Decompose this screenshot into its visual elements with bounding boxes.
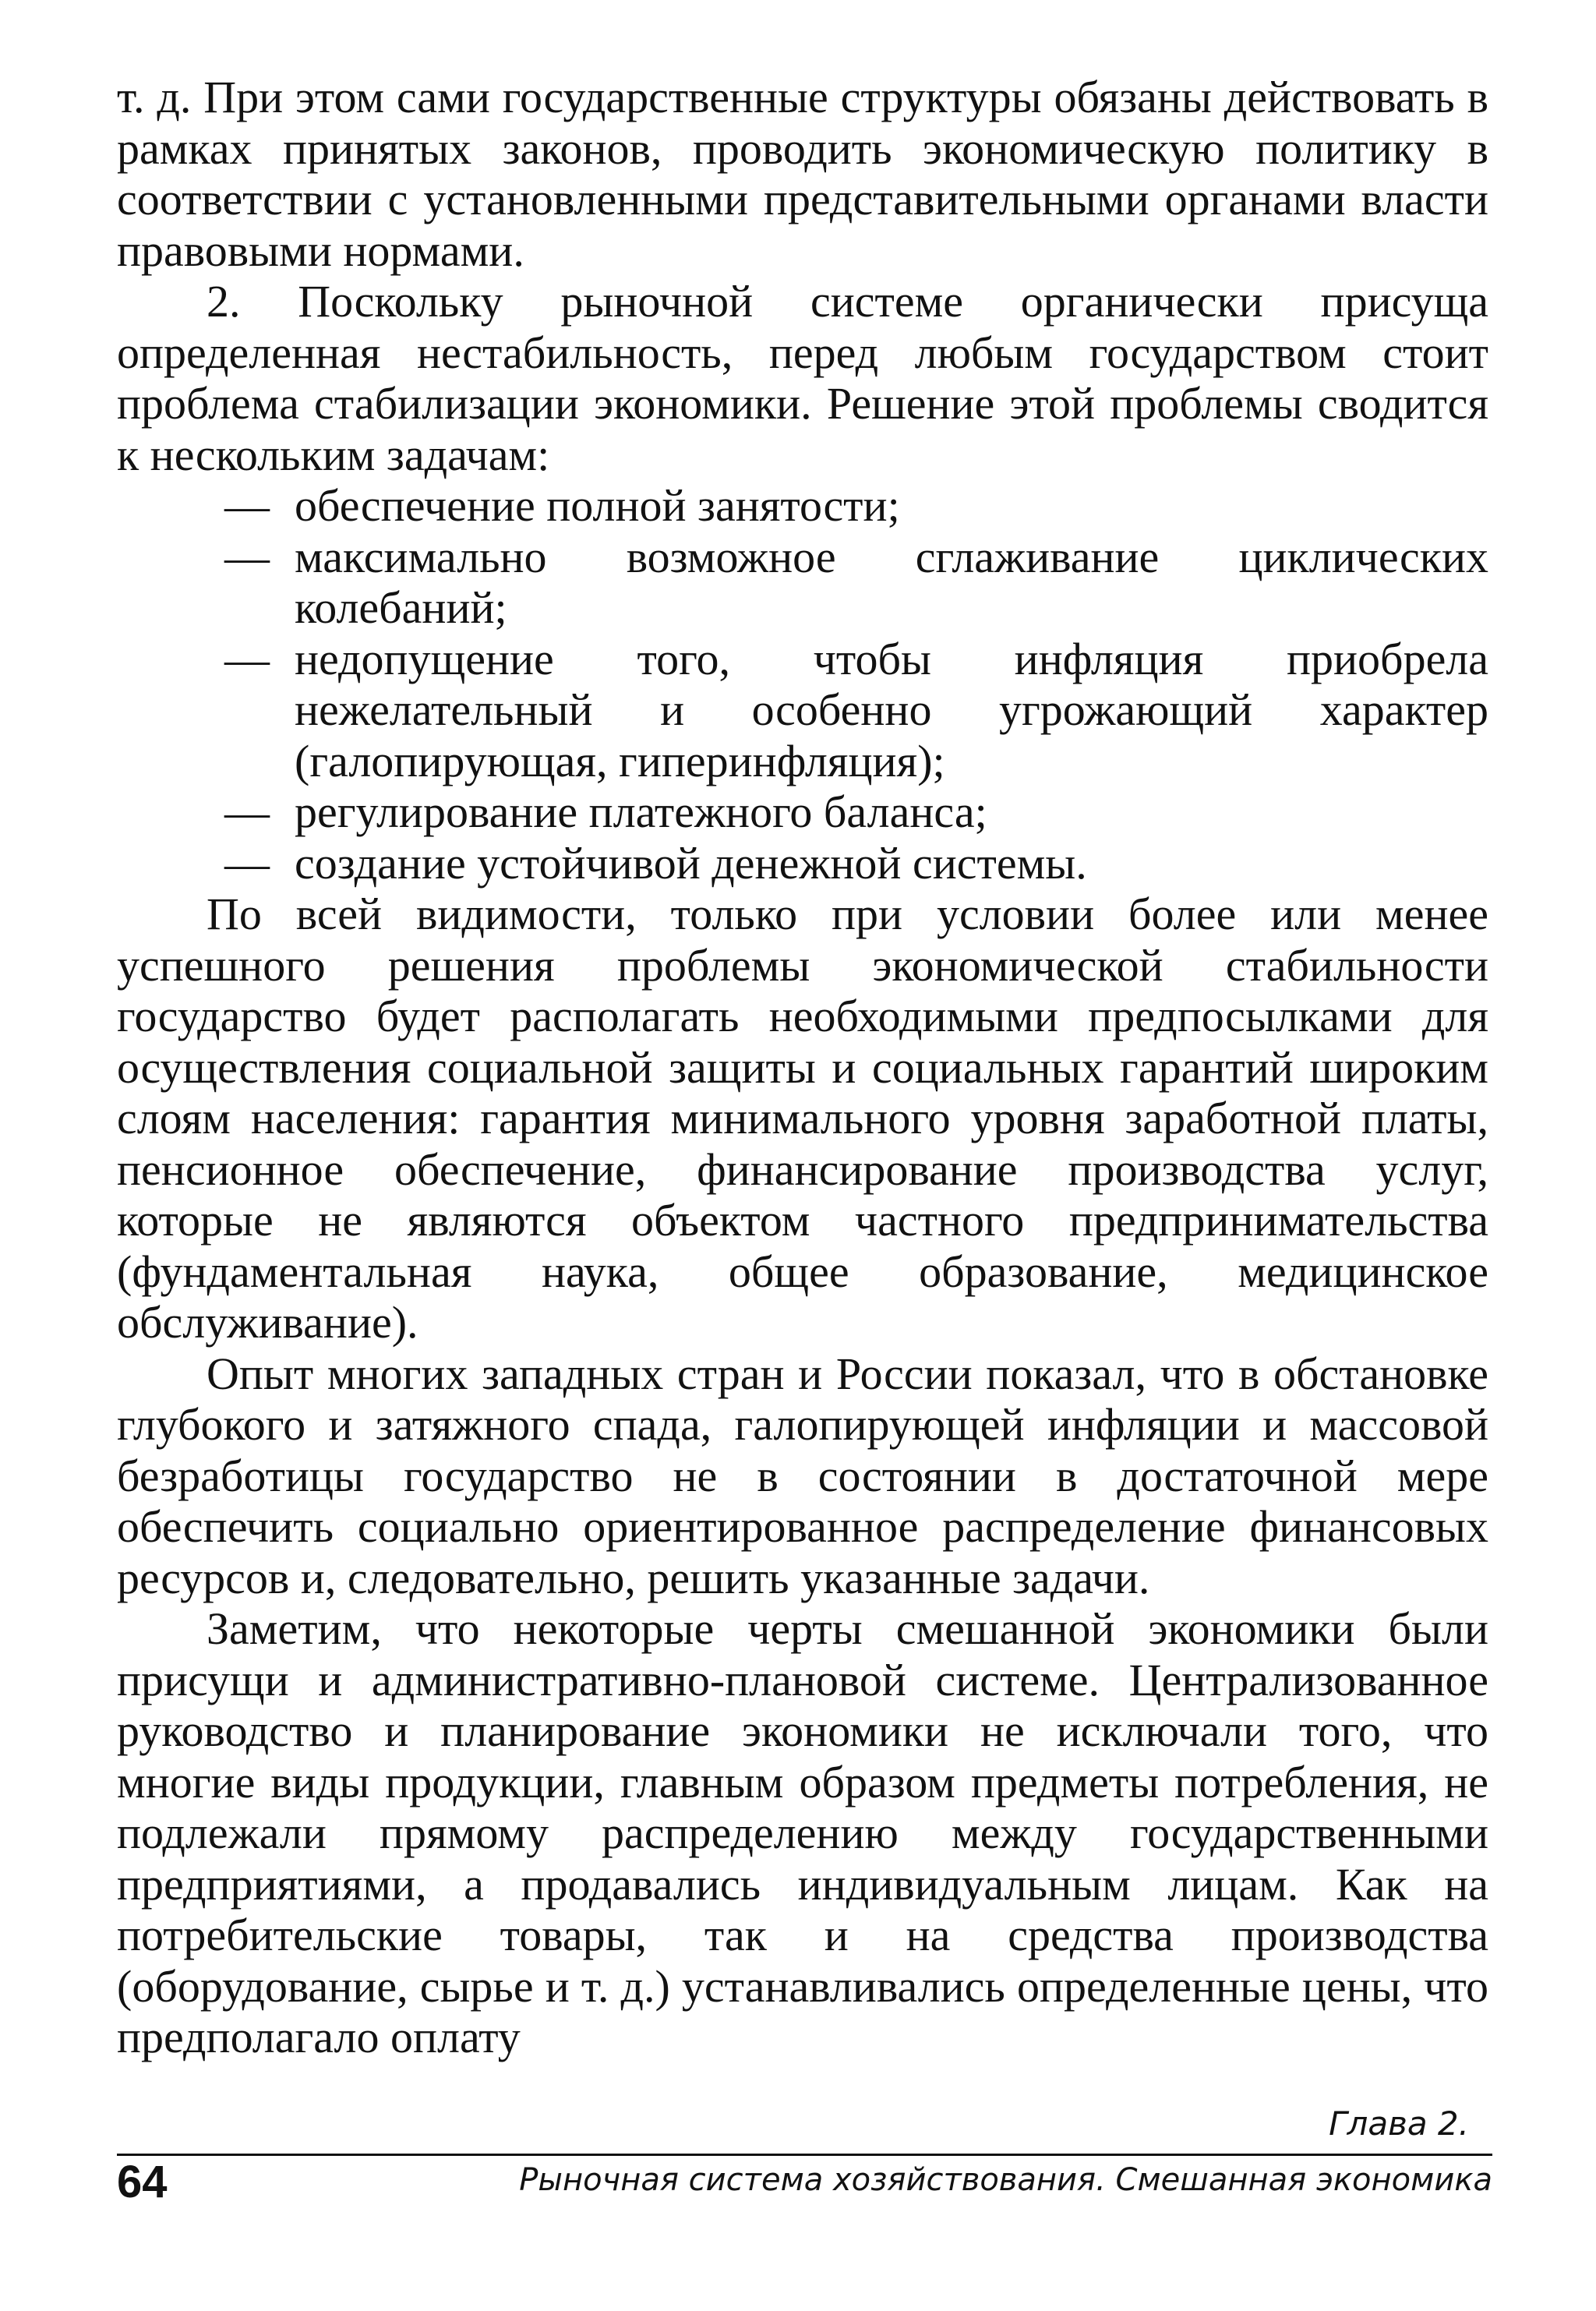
- list-item: [117, 634, 1488, 787]
- paragraph: Заметим, что некоторые черты смешанной экономики были присущи и административно-плановой системе. Централизованное руководство и планирование экономики не исключали того, что многие виды продукции, главным образом предметы потребления, не подлежали прямому распределению между государственными предприятиями, а продавались индивидуальным лицам. Как на потребительские товары, так и на средства производства (оборудование, сырье и т. д.) устанавливались определенные цены, что предполагало оплату: [117, 1603, 1488, 2062]
- paragraph: т. д. При этом сами государственные структуры обязаны действовать в рамках принятых законов, проводить экономическую политику в соответствии с установленными представительными органами власти правовыми нормами.: [117, 72, 1488, 276]
- list-item: [117, 838, 1488, 889]
- list-item: [117, 480, 1488, 532]
- dash-marker: —: [224, 786, 270, 837]
- paragraph: Опыт многих западных стран и России показал, что в обстановке глубокого и затяжного спада, галопирующей инфляции и массовой безработицы государство не в состоянии в достаточной мере обеспечить социально ориентированное распределение финансовых ресурсов и, следовательно, решить указанные задачи.: [117, 1348, 1488, 1603]
- task-list: [117, 480, 1488, 889]
- list-item-text: недопущение того, чтобы инфляция приобрела нежелательный и особенно угрожающий характер (галопирующая, гиперинфляция);: [295, 633, 1488, 786]
- running-title: Рыночная система хозяйствования. Смешанная экономика: [519, 2162, 1492, 2198]
- dash-marker: —: [224, 531, 270, 582]
- list-item: [117, 532, 1488, 634]
- list-item-text: максимально возможное сглаживание циклических колебаний;: [295, 531, 1488, 633]
- list-item-text: регулирование платежного баланса;: [295, 786, 987, 837]
- dash-marker: —: [224, 633, 270, 684]
- list-item-text: создание устойчивой денежной системы.: [295, 837, 1087, 889]
- paragraph: По всей видимости, только при условии более или менее успешного решения проблемы экономической стабильности государство будет располагать необходимыми предпосылками для осуществления социальной защиты и социальных гарантий широким слоям населения: гарантия минимального уровня заработной платы, пенсионное обеспечение, финансирование производства услуг, которые не являются объектом частного предпринимательства (фундаментальная наука, общее образование, медицинское обслуживание).: [117, 889, 1488, 1348]
- body-text: [117, 72, 1488, 2063]
- chapter-label: Глава 2.: [1329, 2104, 1469, 2143]
- dash-marker: —: [224, 480, 270, 531]
- paragraph-numbered: 2. Поскольку рыночной системе органически присуща определенная нестабильность, перед любым государством стоит проблема стабилизации экономики. Решение этой проблемы сводится к нескольким задачам:: [117, 276, 1488, 480]
- footer-rule: [117, 2154, 1492, 2156]
- list-item-text: обеспечение полной занятости;: [295, 480, 900, 531]
- dash-marker: —: [224, 837, 270, 889]
- page-body: [117, 72, 1488, 2063]
- page-footer: [117, 2104, 1492, 2207]
- page-number: 64: [117, 2157, 168, 2207]
- list-item: [117, 786, 1488, 838]
